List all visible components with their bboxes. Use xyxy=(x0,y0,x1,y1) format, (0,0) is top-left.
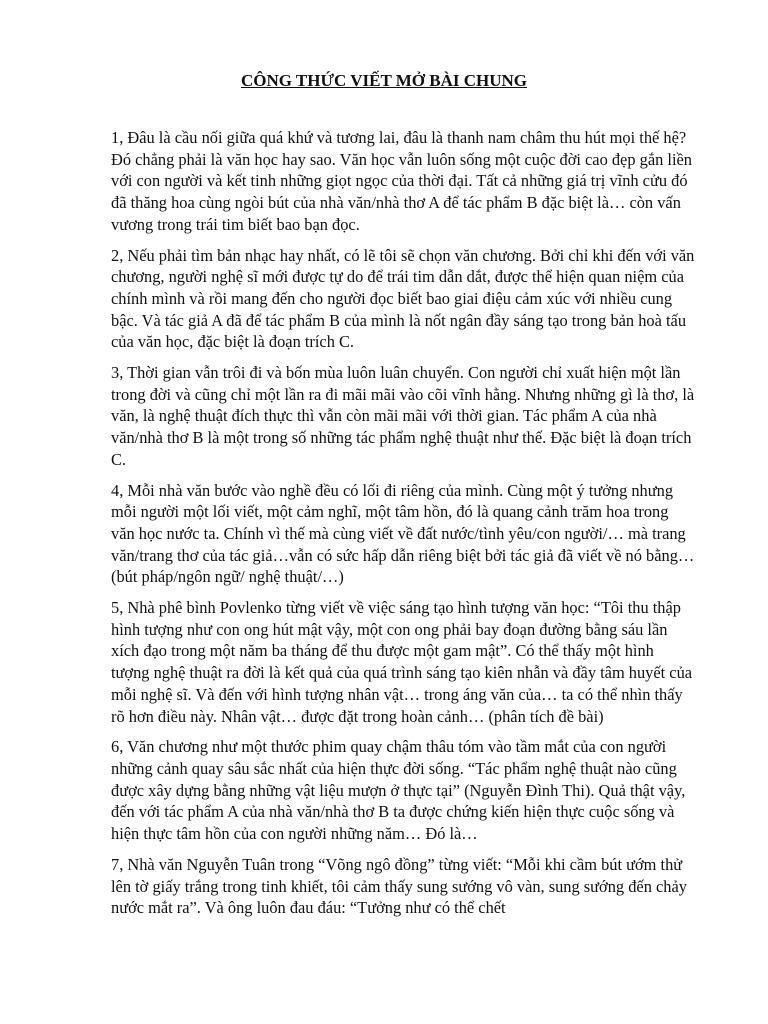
paragraph-5: 5, Nhà phê bình Povlenko từng viết về việc sáng tạo hình tượng văn học: “Tôi thu thập hình tượng như con ong hút mật vậy, một con ong phải bay đoạn đường bằng sáu lần xích đạo trong một năm ba tháng để thu được một gam mật”. Có thể thấy một hình tượng nghệ thuật ra đời là kết quả của quá trình sáng tạo kiên nhẫn và đầy tâm huyết của mỗi nghệ sĩ. Và đến với hình tượng nhân vật… trong áng văn của… ta có thể nhìn thấy rõ hơn điều này. Nhân vật… được đặt trong hoàn cảnh… (phân tích đề bài) xyxy=(111,598,693,726)
paragraph-7: 7, Nhà văn Nguyễn Tuân trong “Võng ngô đồng” từng viết: “Mỗi khi cầm bút ướm thử lên tờ giấy trắng trong tinh khiết, tôi cảm thấy sung sướng vô vàn, sung sướng đến chảy nước mắt ra”. Và ông luôn đau đáu: “Tưởng như có thể chết xyxy=(111,854,687,918)
paragraph-3: 3, Thời gian vẫn trôi đi và bốn mùa luôn luân chuyển. Con người chỉ xuất hiện một lần trong đời và cũng chỉ một lần ra đi mãi mãi vào cõi vĩnh hằng. Nhưng những gì là thơ, là văn, là nghệ thuật đích thực thì vẫn còn mãi mãi với thời gian. Tác phẩm A của nhà văn/nhà thơ B là một trong số những tác phẩm nghệ thuật như thế. Đặc biệt là đoạn trích C. xyxy=(111,363,695,469)
paragraph-4: 4, Mỗi nhà văn bước vào nghề đều có lối đi riêng của mình. Cùng một ý tưởng nhưng mỗi người một lối viết, một cảm nghĩ, một tâm hồn, đó là quang cảnh trăm hoa trong văn học nước ta. Chính vì thế mà cùng viết về đất nước/tình yêu/con người/… mà trang văn/trang thơ của tác giả…vẫn có sức hấp dẫn riêng biệt bởi tác giả đã viết về nó bằng… (bút pháp/ngôn ngữ/ nghệ thuật/…) xyxy=(111,480,695,587)
paragraph-6: 6, Văn chương như một thước phim quay chậm thâu tóm vào tầm mắt của con người những cảnh quay sâu sắc nhất của hiện thực đời sống. “Tác phẩm nghệ thuật nào cũng được xây dựng bằng những vật liệu mượn ở thực tại” (Nguyễn Đình Thi). Quả thật vậy, đến với tác phẩm A của nhà văn/nhà thơ B ta được chứng kiến hiện thực cuộc sống và hiện thực tâm hồn của con người những năm… Đó là… xyxy=(111,737,686,844)
paragraph-1: 1, Đâu là cầu nối giữa quá khứ và tương lai, đâu là thanh nam châm thu hút mọi thế hệ? Đó chẳng phải là văn học hay sao. Văn học vẫn luôn sống một cuộc đời cao đẹp gắn liền với con người và kết tinh những giọt ngọc của thời đại. Tất cả những giá trị vĩnh cửu đó đã thăng hoa cùng ngòi bút của nhà văn/nhà thơ A để tác phẩm B đặc biệt là… còn vấn vương trong trái tim biết bao bạn đọc. xyxy=(111,128,692,234)
document-title: CÔNG THỨC VIẾT MỞ BÀI CHUNG xyxy=(240,71,528,90)
paragraph-2: 2, Nếu phải tìm bản nhạc hay nhất, có lẽ tôi sẽ chọn văn chương. Bởi chỉ khi đến với văn chương, người nghệ sĩ mới được tự do để trái tim dẫn dắt, được thể hiện quan niệm của chính mình và rồi mang đến cho người đọc biết bao giai điệu cảm xúc với nhiều cung bậc. Và tác giả A đã để tác phẩm B của mình là nốt ngân đầy sáng tạo trong bản hoà tấu của văn học, đặc biệt là đoạn trích C. xyxy=(111,245,695,352)
document-body xyxy=(111,127,695,928)
